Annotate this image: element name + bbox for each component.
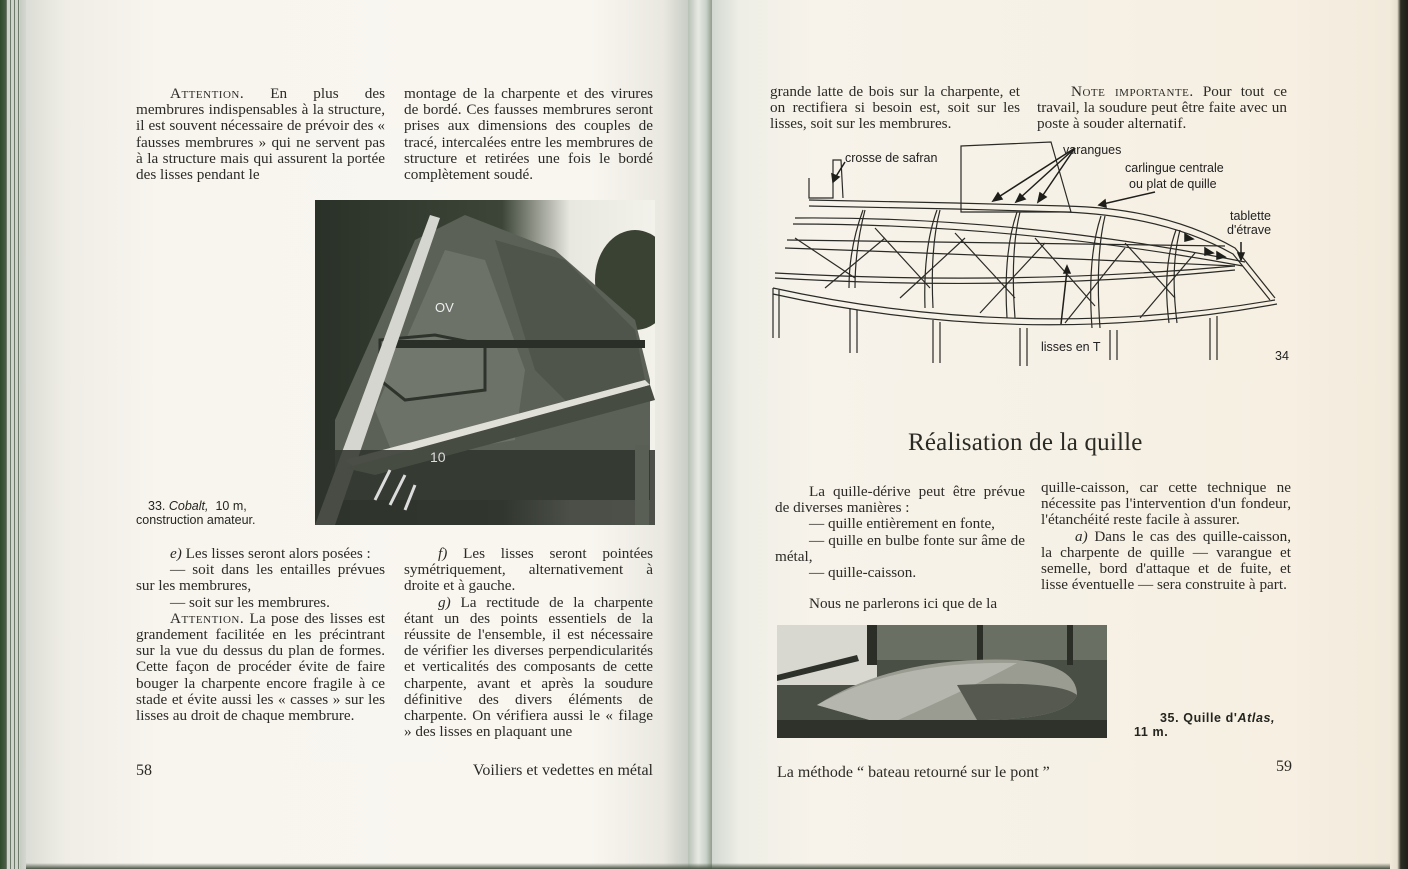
book-gutter: [688, 0, 714, 869]
figure-34-hull-diagram: [765, 138, 1295, 368]
right-col1-body: La quille-dérive peut être prévue de diverses manières : — quille entièrement en fonte, — quille en bulbe fonte sur âme de métal, — quille-caisson. Nous ne parlerons ici que de la: [775, 483, 1025, 613]
left-col1-bottom-text: e) Les lisses seront alors posées : — soit dans les entailles prévues sur les membrures, — soit sur les membrures. Attention. La pose des lisses est grandement facilitée en les précintrant sur la vue du dessus du plan de formes. Cette façon de procéder évite de faire bouger la charpente encore fragile à ce stade et évite aussi les « casses » sur les lisses au droit de chaque membrure.: [136, 545, 386, 725]
figure-35-caption: 35. Quille d'Atlas, 11 m.: [1134, 711, 1276, 739]
label-crosse-de-safran: crosse de safran: [845, 151, 938, 165]
left-running-title: Voiliers et vedettes en métal: [472, 762, 653, 779]
right-col1-top-text: grande latte de bois sur la charpente, et on rectifiera si besoin est, soit sur les lisses, soit sur les membrures.: [770, 83, 1020, 133]
photo-mark-ov: OV: [435, 300, 454, 315]
figure-33-caption: 33. Cobalt, 10 m, construction amateur.: [136, 499, 256, 527]
boat-frame-photo: [315, 200, 655, 525]
figure-33-photo: [315, 200, 655, 525]
left-col1-top-text: Attention. En plus des membrures indispensables à la structure, il est souvent nécessaire de prévoir des « fausses membrures » qui ne servent pas à la structure mais qui assurent la portée des lisses pendant le: [136, 85, 385, 184]
right-running-title: La méthode “ bateau retourné sur le pont ”: [777, 764, 1050, 781]
photo-mark-10: 10: [430, 449, 446, 465]
hull-framework-drawing: [765, 138, 1295, 368]
page-edges-right: [1390, 0, 1408, 869]
label-tablette: tablette: [1230, 209, 1272, 223]
right-page-number: 59: [1276, 758, 1292, 775]
label-plat-de-quille: ou plat de quille: [1129, 177, 1217, 191]
label-varangues: varangues: [1063, 143, 1122, 157]
note-importante-lead: Note importante.: [1071, 83, 1194, 100]
right-col2-body: quille-caisson, car cette technique ne nécessite pas l'intervention d'un fondeur, l'étanchéité reste facile à assurer. a) Dans le cas des quille-caisson, la charpente de quille — varangue et semelle, bord d'attaque et de fuite, et lisse éventuelle — sera construite à part.: [1041, 479, 1292, 594]
figure-35-photo: [777, 625, 1107, 738]
figure-34-number: 34: [1275, 349, 1289, 363]
label-etrave: d'étrave: [1227, 223, 1272, 237]
right-col2-top-text: Note importante. Pour tout ce travail, la soudure peut être faite avec un poste à souder alternatif.: [1037, 83, 1287, 133]
label-carlingue-centrale: carlingue centrale: [1125, 161, 1224, 175]
left-col2-bottom-text: f) Les lisses seront pointées symétriquement, alternativement à droite et à gauche. g) La rectitude de la charpente étant un des points essentiels de la réussite de l'ensemble, il est nécessaire de vérifier les diverses perpendicularités et verticalités des composants de cette charpente, avant et après la soudure définitive des divers éléments de charpente. On vérifiera aussi le « filage » des lisses en plaquant une: [404, 545, 654, 741]
keel-photo: [777, 625, 1107, 738]
left-col2-top-text: montage de la charpente et des virures de bordé. Ces fausses membrures seront prises aux dimensions des couples de tracé, intercalées entre les membrures de structure et retirées une fois le bordé complètement soudé.: [404, 85, 653, 184]
section-heading: Réalisation de la quille: [908, 429, 1143, 456]
book-bottom-edge: [26, 863, 1390, 869]
left-page-number: 58: [136, 762, 152, 779]
label-lisses-en-t: lisses en T: [1041, 340, 1101, 354]
attention-lead: Attention.: [170, 85, 245, 102]
